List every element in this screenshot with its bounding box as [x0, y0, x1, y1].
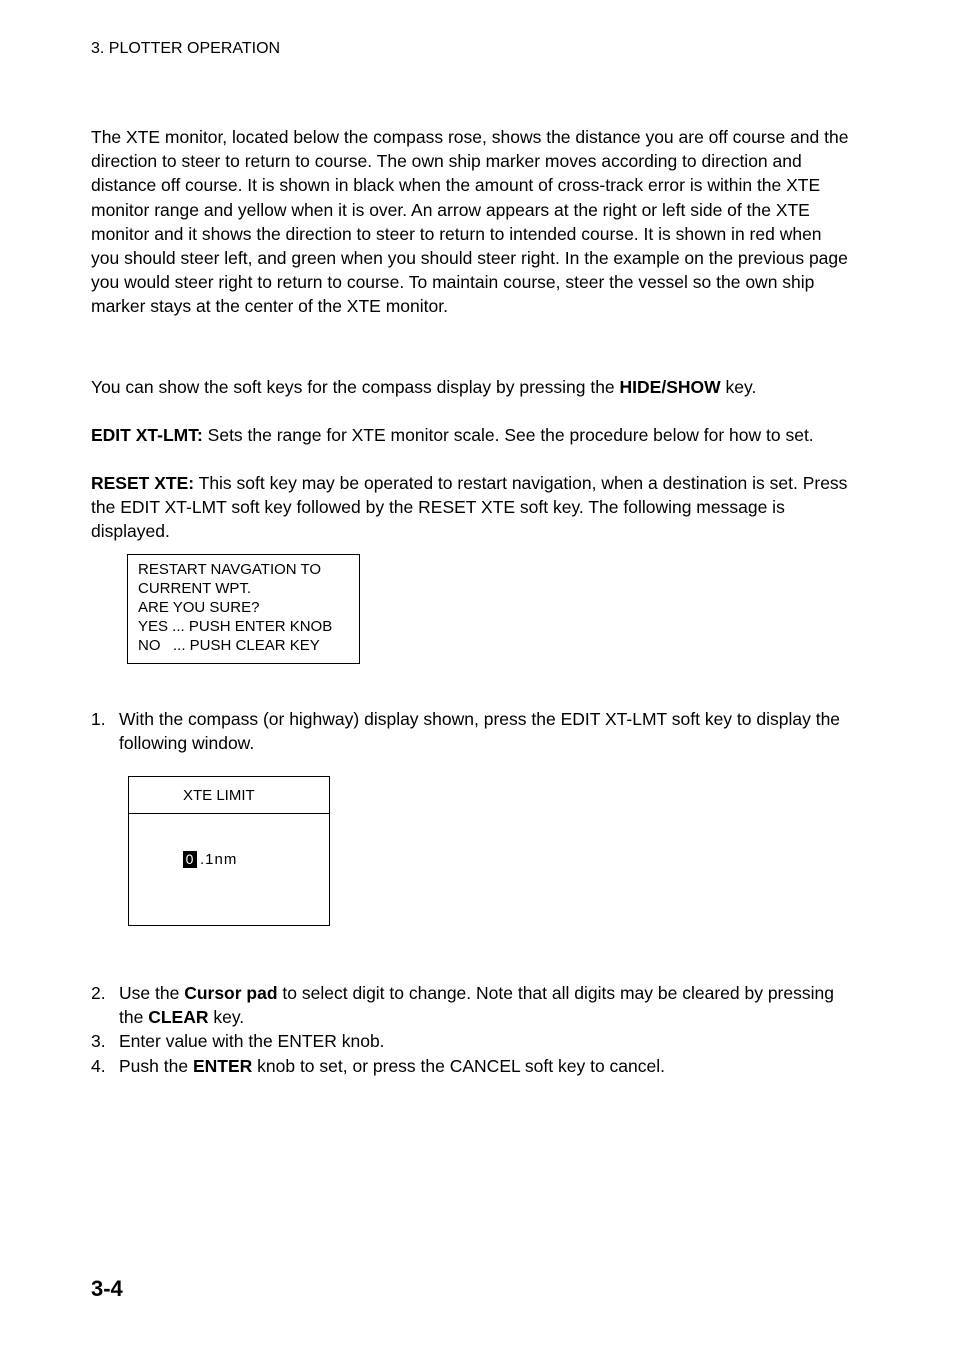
cursor-pad-key: Cursor pad — [184, 983, 278, 1003]
step-number: 4. — [91, 1055, 106, 1076]
procedure-list-steps — [91, 981, 851, 1078]
page-number: 3-4 — [91, 1276, 123, 1301]
list-item — [91, 1054, 851, 1078]
procedure-list-step1 — [91, 707, 851, 755]
reset-xte-label: RESET XTE: — [91, 473, 195, 493]
message-line: YES ... PUSH ENTER KNOB — [138, 618, 333, 635]
clear-key: CLEAR — [148, 1007, 209, 1028]
value-rest: .1nm — [200, 851, 238, 868]
text-span: This soft key may be operated to restart navigation, when a destination is set. Press the EDIT XT-LMT soft key followed by the RESET XTE soft key. The following message is displayed. — [91, 473, 848, 542]
enter-key: ENTER — [192, 1055, 253, 1076]
step-number: 1. — [91, 709, 106, 729]
reset-xte-paragraph — [91, 471, 851, 544]
text-span: key. — [720, 377, 757, 397]
edit-xt-lmt-paragraph — [91, 423, 851, 447]
hide-show-paragraph — [91, 375, 851, 399]
edit-xt-lmt-label: EDIT XT-LMT: — [91, 425, 203, 445]
xte-limit-value — [183, 851, 237, 868]
text-span: You can show the soft keys for the compass display by pressing the — [91, 377, 620, 397]
text-span: Use the — [119, 983, 185, 1003]
message-line: ARE YOU SURE? — [138, 599, 260, 616]
text-span: Push the — [119, 1055, 193, 1076]
text-span: Sets the range for XTE monitor scale. See the procedure below for how to set. — [202, 425, 814, 445]
message-line: CURRENT WPT. — [138, 580, 252, 597]
selected-digit-cursor: 0 — [183, 851, 197, 868]
list-item — [91, 1029, 851, 1053]
xte-monitor-paragraph: The XTE monitor, located below the compass rose, shows the distance you are off course and the direction to steer to return to course. The own ship marker moves according to direction and distance off course. It is shown in black when the amount of cross-track error is within the XTE monitor range and yellow when it is over. An arrow appears at the right or left side of the XTE monitor and it shows the direction to steer to return to intended course. It is shown in red when you should steer left, and green when you should steer right. In the example on the previous page you would steer right to return to course. To maintain course, steer the vessel so the own ship marker stays at the center of the XTE monitor. — [91, 127, 849, 317]
message-line: NO ... PUSH CLEAR KEY — [138, 637, 320, 654]
step-text: With the compass (or highway) display shown, press the EDIT XT-LMT soft key to display the following window. — [119, 709, 841, 754]
list-item — [91, 707, 851, 755]
text-span: to select digit to change. Note that all digits may be cleared by pressing the — [119, 983, 834, 1028]
restart-navigation-message-box — [127, 554, 360, 664]
section-header: 3. PLOTTER OPERATION — [91, 40, 281, 57]
step-number: 3. — [91, 1031, 106, 1052]
step-number: 2. — [91, 983, 106, 1003]
hide-show-key: HIDE/SHOW — [619, 377, 721, 397]
step-text: Enter value with the ENTER knob. — [119, 1031, 385, 1052]
text-span: knob to set, or press the CANCEL soft key to cancel. — [252, 1055, 666, 1076]
text-span: key. — [208, 1007, 245, 1028]
xte-limit-window — [128, 776, 330, 926]
xte-limit-title: XTE LIMIT — [129, 777, 329, 814]
list-item — [91, 981, 851, 1029]
message-line: RESTART NAVGATION TO — [138, 561, 322, 578]
